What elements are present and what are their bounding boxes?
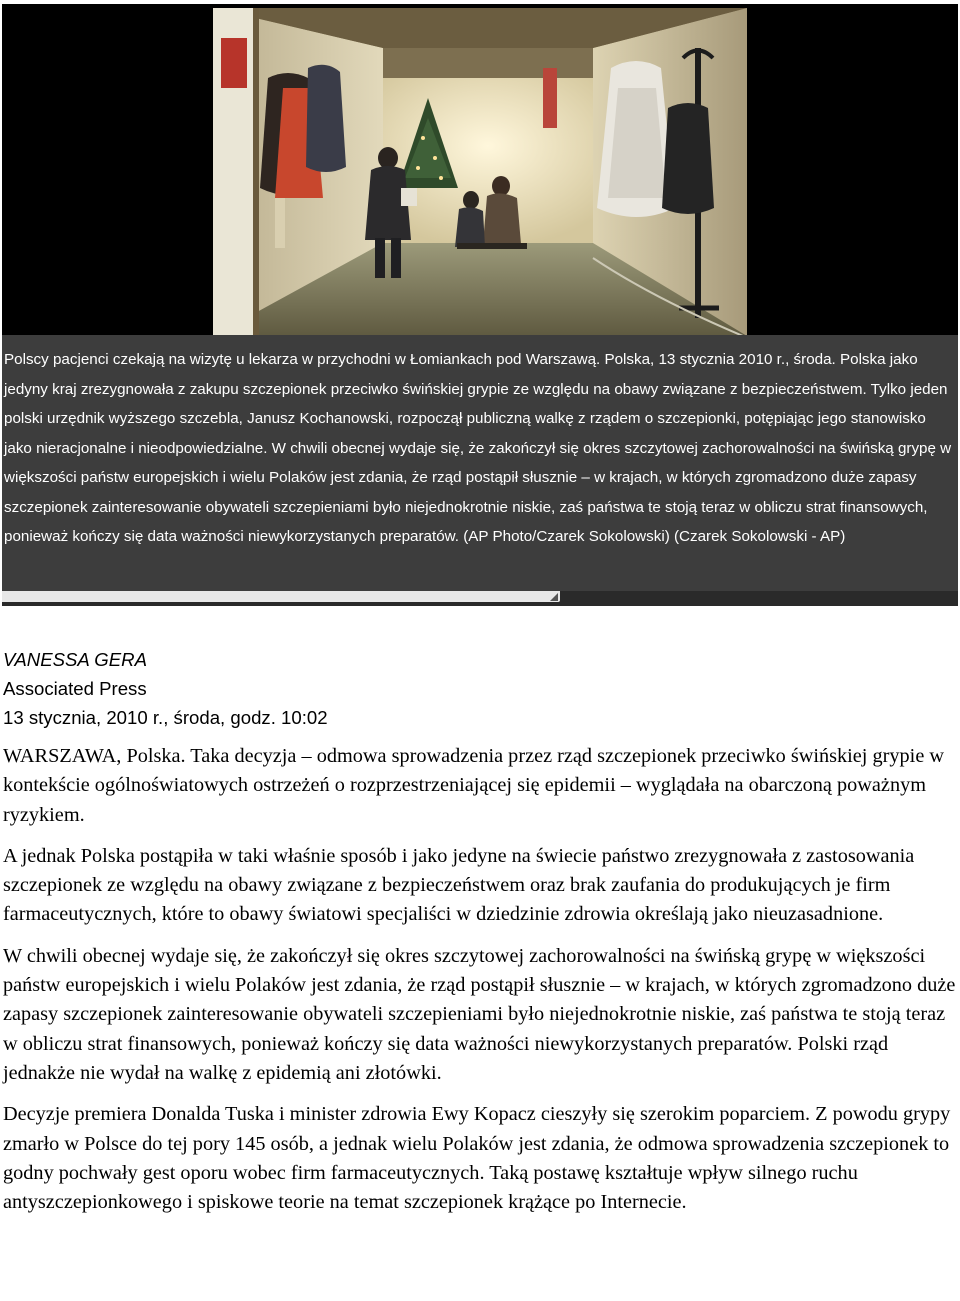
article-body [3, 742, 958, 1229]
article-paragraph: Decyzje premiera Donalda Tuska i minister zdrowia Ewy Kopacz cieszyły się szerokim poparciem. Z powodu grypy zmarło w Polsce do tej pory 145 osób, a jednak wielu Polaków jest zdania, że odmowa sprowadzenia szczepionek to godny pochwały gest oporu wobec firm farmaceutycznych. Taką postawę kształtuje wpływ silnego ruchu antyszczepionkowego i spiskowe teorie na temat szczepionek krążące po Internecie. [3, 1103, 951, 1214]
scrollbar-thumb[interactable] [2, 591, 560, 602]
article-paragraph: W chwili obecnej wydaje się, że zakończył się okres szczytowej zachorowalności na świńską grypę w większości państw europejskich i wielu Polaków jest zdania, że rząd postąpił słusznie – w krajach, w których zgromadzono duże zapasy szczepionek zainteresowanie obywateli szczepieniami było niejednokrotnie niskie, zaś państwa te stoją teraz w obliczu strat finansowych, ponieważ kończy się data ważności niewykorzystanych preparatów. Polski rząd jednakże nie wydał na walkę z epidemią ani złotówki. [3, 944, 956, 1084]
photo-caption-panel [2, 335, 958, 591]
photo-caption: Polscy pacjenci czekają na wizytę u lekarza w przychodni w Łomiankach pod Warszawą. Polska, 13 stycznia 2010 r., środa. Polska jako jedyny kraj zrezygnowała z zakupu szczepionek przeciwko świńskiej grypie ze względu na obawy związane z bezpieczeństwem. Tylko jeden polski urzędnik wyższego szczebla, Janusz Kochanowski, rozpoczął publiczną walkę z rządem o szczepionki, potępiając jego stanowisko jako nieracjonalne i nieodpowiedzialne. W chwili obecnej wydaje się, że zakończył się okres szczytowej zachorowalności na świńską grypę w większości państw europejskich i wielu Polaków jest zdania, że rząd postąpił słusznie – w krajach, w których zgromadzono duże zapasy szczepionek zainteresowanie obywateli szczepieniami było niejednokrotnie niskie, zaś państwa te stoją teraz w obliczu strat finansowych, ponieważ kończy się data ważności niewykorzystanych preparatów. (AP Photo/Czarek Sokolowski) (Czarek Sokolowski - AP) [4, 351, 952, 545]
clinic-waiting-room-photo[interactable] [213, 8, 747, 336]
article-byline [3, 645, 328, 732]
news-agency: Associated Press [3, 678, 147, 699]
resize-grip-icon [550, 593, 558, 601]
photo-gallery [2, 4, 958, 606]
caption-scrollbar[interactable] [2, 591, 958, 606]
author-name: VANESSA GERA [3, 649, 147, 670]
article-paragraph: A jednak Polska postąpiła w taki właśnie sposób i jako jedyne na świecie państwo zrezygnowała z zastosowania szczepionek ze względu na obawy związane z bezpieczeństwem oraz brak zaufania do produkujących je firm farmaceutycznych, które to obawy światowi specjaliści w dziedzinie zdrowia określają jako nieuzasadnione. [3, 844, 915, 926]
publish-date: 13 stycznia, 2010 r., środa, godz. 10:02 [3, 707, 328, 728]
photo-illustration [213, 8, 747, 336]
article-paragraph: WARSZAWA, Polska. Taka decyzja – odmowa sprowadzenia przez rząd szczepionek przeciwko świńskiej grypie w kontekście ogólnoświatowych ostrzeżeń o rozprzestrzeniającej się epidemii – wyglądała na obarczoną poważnym ryzykiem. [3, 745, 945, 826]
